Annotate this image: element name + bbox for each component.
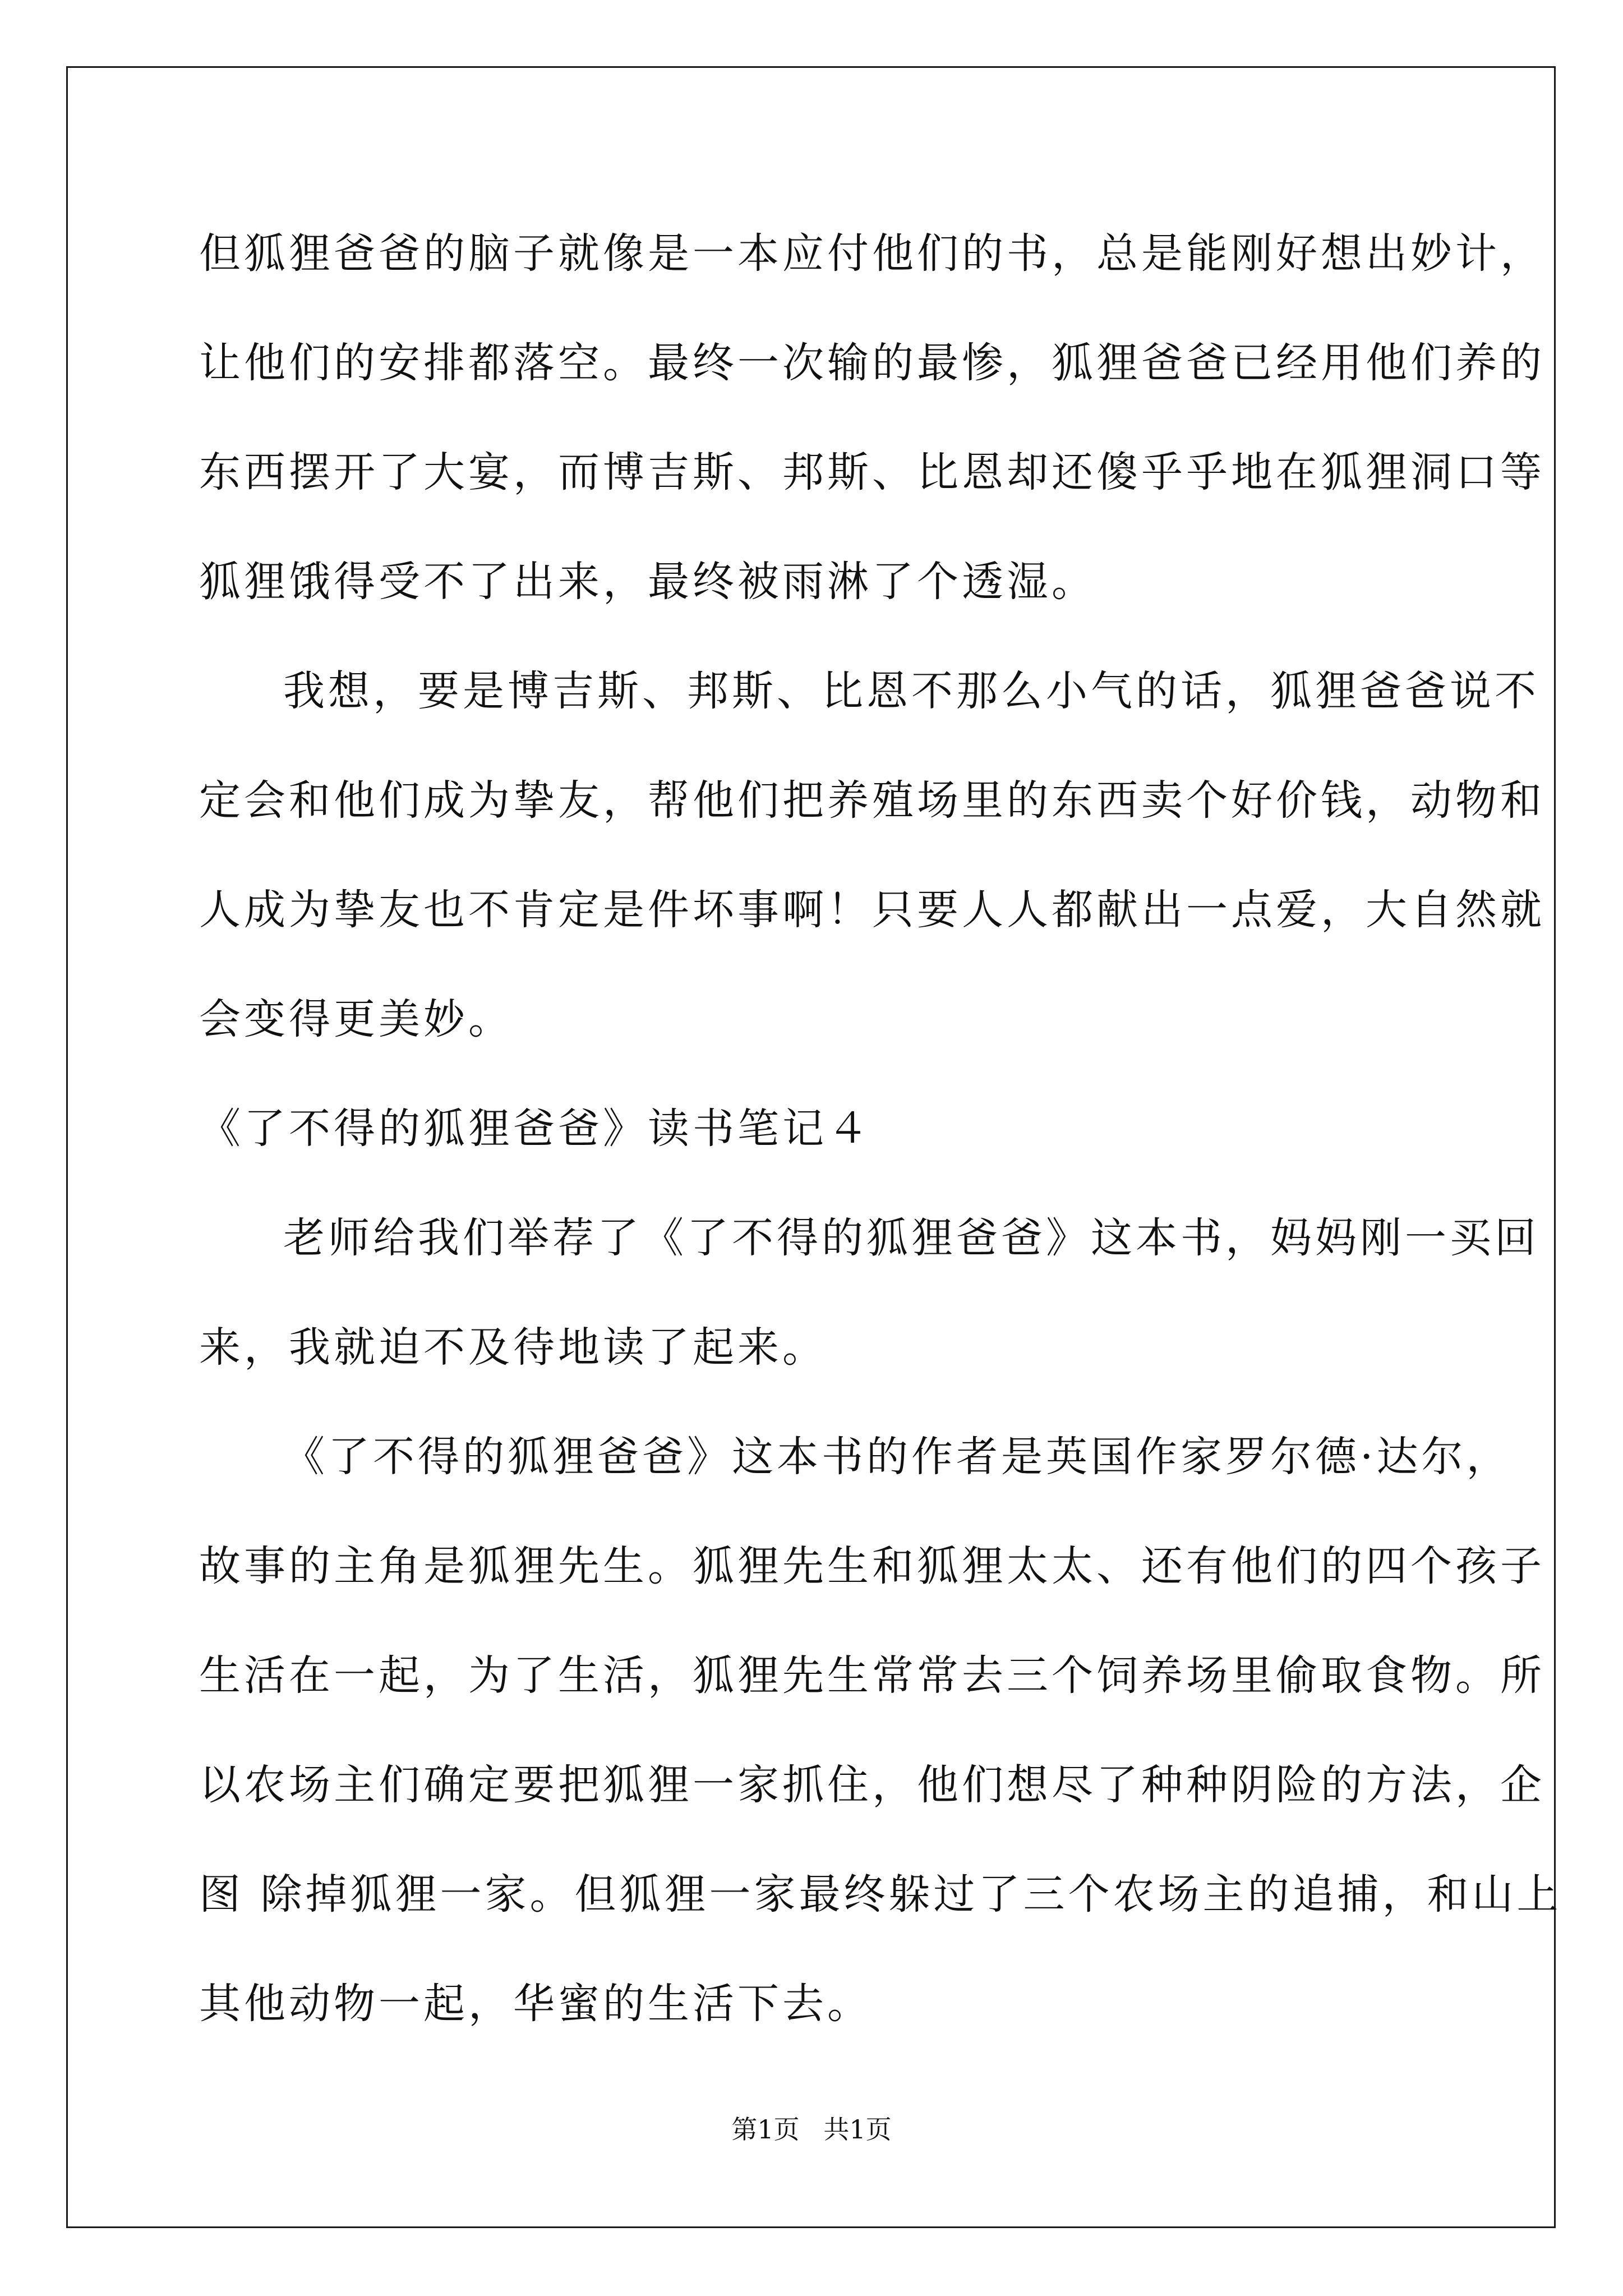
paragraph-line: 其他动物一起，华蜜的生活下去。 [199, 1980, 872, 2028]
paragraph-line: 故事的主角是狐狸先生。狐狸先生和狐狸太太、还有他们的四个孩子 [199, 1542, 1545, 1590]
paragraph-line: 来，我就迫不及待地读了起来。 [199, 1323, 827, 1372]
document-body [199, 199, 1562, 2059]
section-heading: 《了不得的狐狸爸爸》读书笔记４ [199, 1105, 872, 1153]
paragraph-line: 让他们的安排都落空。最终一次输的最惨，狐狸爸爸已经用他们养的 [199, 339, 1545, 387]
paragraph-line: 东西摆开了大宴，而博吉斯、邦斯、比恩却还傻乎乎地在狐狸洞口等 [199, 448, 1545, 496]
page-footer [0, 2109, 1623, 2146]
paragraph-line: 会变得更美妙。 [199, 995, 513, 1043]
paragraph-line: 以农场主们确定要把狐狸一家抓住，他们想尽了种种阴险的方法，企 [199, 1761, 1545, 1809]
paragraph-line: 但狐狸爸爸的脑子就像是一本应付他们的书，总是能刚好想出妙计， [199, 229, 1545, 278]
page-total: 共1页 [823, 2114, 892, 2145]
page-number: 第1页 [731, 2114, 800, 2145]
paragraph-line: 我想，要是博吉斯、邦斯、比恩不那么小气的话，狐狸爸爸说不 [283, 667, 1539, 715]
paragraph-line: 生活在一起，为了生活，狐狸先生常常去三个饲养场里偷取食物。所 [199, 1651, 1545, 1700]
paragraph-line: 老师给我们举荐了《了不得的狐狸爸爸》这本书，妈妈刚一买回 [283, 1214, 1539, 1262]
paragraph-line: 定会和他们成为挚友，帮他们把养殖场里的东西卖个好价钱，动物和 [199, 776, 1545, 825]
paragraph-line: 人成为挚友也不肯定是件坏事啊！只要人人都献出一点爱，大自然就 [199, 886, 1545, 934]
paragraph-line: 狐狸饿得受不了出来，最终被雨淋了个透湿。 [199, 558, 1096, 606]
paragraph-line: 《了不得的狐狸爸爸》这本书的作者是英国作家罗尔德·达尔， [283, 1433, 1511, 1481]
paragraph-line: 图 除掉狐狸一家。但狐狸一家最终躲过了三个农场主的追捕，和山上 [199, 1870, 1562, 1918]
